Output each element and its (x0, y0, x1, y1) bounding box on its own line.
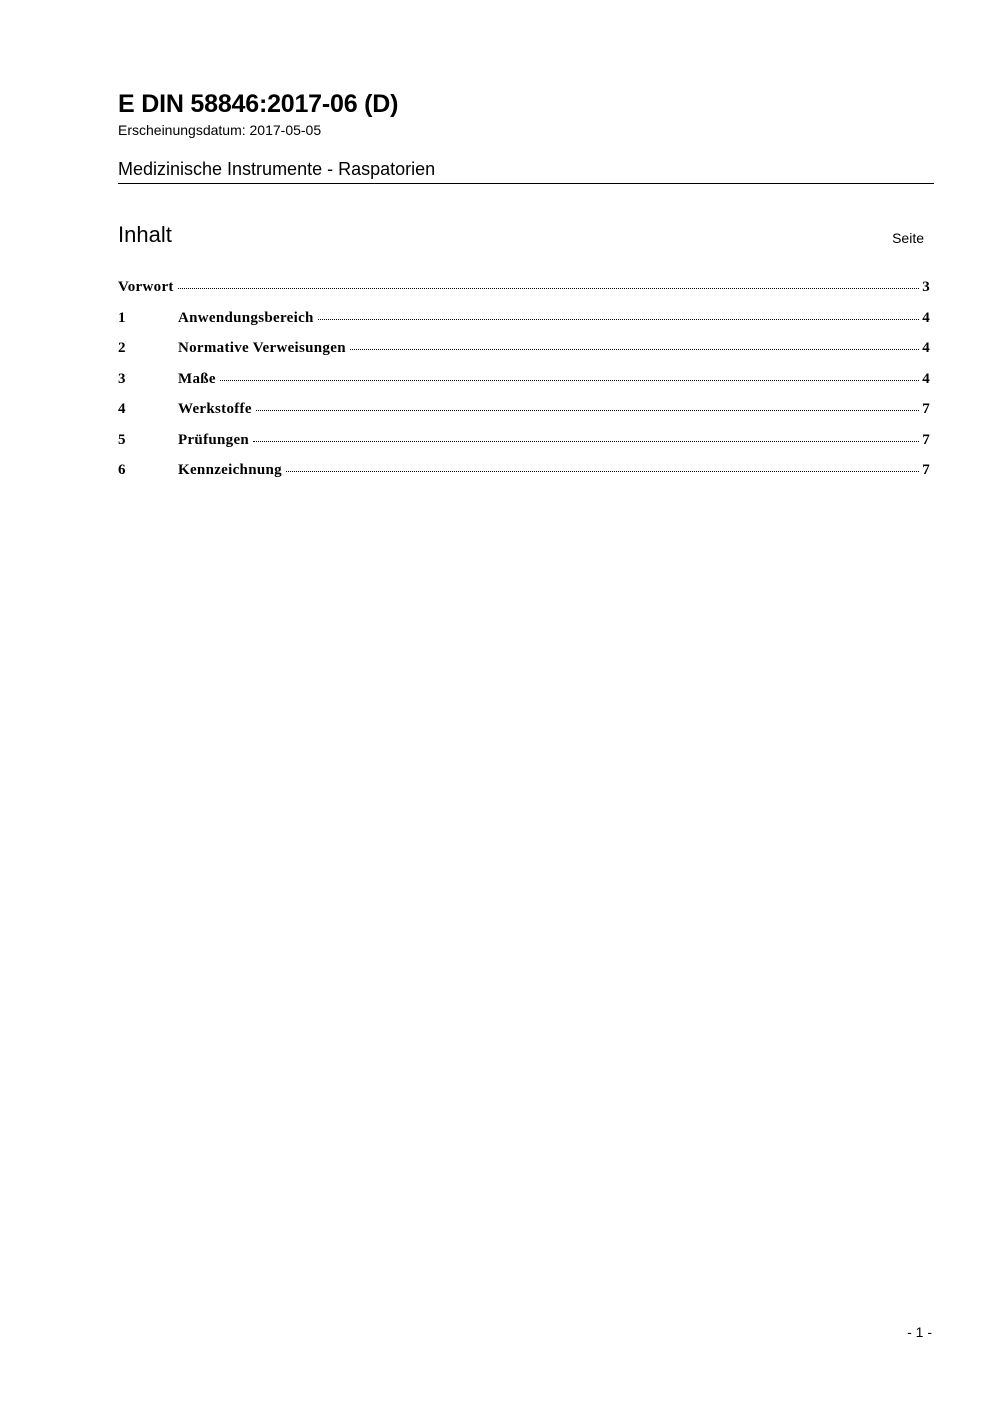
publication-date: Erscheinungsdatum: 2017-05-05 (118, 122, 322, 138)
toc-dot-leader (256, 410, 919, 411)
toc-entry-label: Vorwort (118, 279, 174, 295)
toc-dot-leader (318, 319, 919, 320)
toc-entry-label: Normative Verweisungen (178, 340, 346, 356)
toc-heading: Inhalt (118, 222, 172, 247)
toc-page-column-label: Seite (892, 230, 924, 246)
toc-entry-number: 6 (118, 462, 126, 478)
toc-entry-pruefungen[interactable] (118, 432, 930, 463)
table-of-contents (118, 279, 930, 493)
toc-entry-page: 4 (922, 370, 930, 387)
toc-entry-werkstoffe[interactable] (118, 401, 930, 432)
toc-entry-label: Anwendungsbereich (178, 309, 314, 326)
toc-entry-page: 3 (922, 279, 930, 295)
toc-entry-label: Werkstoffe (178, 401, 252, 417)
toc-entry-page: 4 (922, 340, 930, 356)
toc-entry-kennzeichnung[interactable] (118, 462, 930, 493)
document-title: Medizinische Instrumente - Raspatorien (118, 159, 436, 179)
toc-entry-vorwort[interactable] (118, 279, 930, 310)
footer-page-number: - 1 - (907, 1324, 932, 1340)
toc-entry-number: 3 (118, 370, 126, 387)
toc-entry-label: Kennzeichnung (178, 462, 282, 478)
toc-dot-leader (178, 288, 919, 289)
toc-entry-label: Maße (178, 370, 216, 387)
toc-dot-leader (220, 380, 919, 381)
toc-entry-page: 4 (922, 309, 930, 326)
toc-entry-number: 5 (118, 431, 126, 448)
toc-entry-anwendungsbereich[interactable] (118, 310, 930, 341)
toc-dot-leader (350, 349, 919, 350)
title-divider (118, 183, 934, 184)
toc-entry-number: 4 (118, 401, 126, 417)
document-id: E DIN 58846:2017-06 (D) (118, 90, 399, 118)
toc-entry-label: Prüfungen (178, 431, 250, 448)
toc-entry-number: 2 (118, 340, 126, 356)
toc-dot-leader (286, 471, 919, 472)
toc-entry-normative-verweisungen[interactable] (118, 340, 930, 371)
toc-entry-page: 7 (922, 401, 930, 417)
toc-entry-masse[interactable] (118, 371, 930, 402)
toc-entry-page: 7 (922, 462, 930, 478)
toc-dot-leader (253, 441, 919, 442)
toc-entry-page: 7 (922, 431, 930, 448)
toc-entry-number: 1 (118, 309, 126, 326)
